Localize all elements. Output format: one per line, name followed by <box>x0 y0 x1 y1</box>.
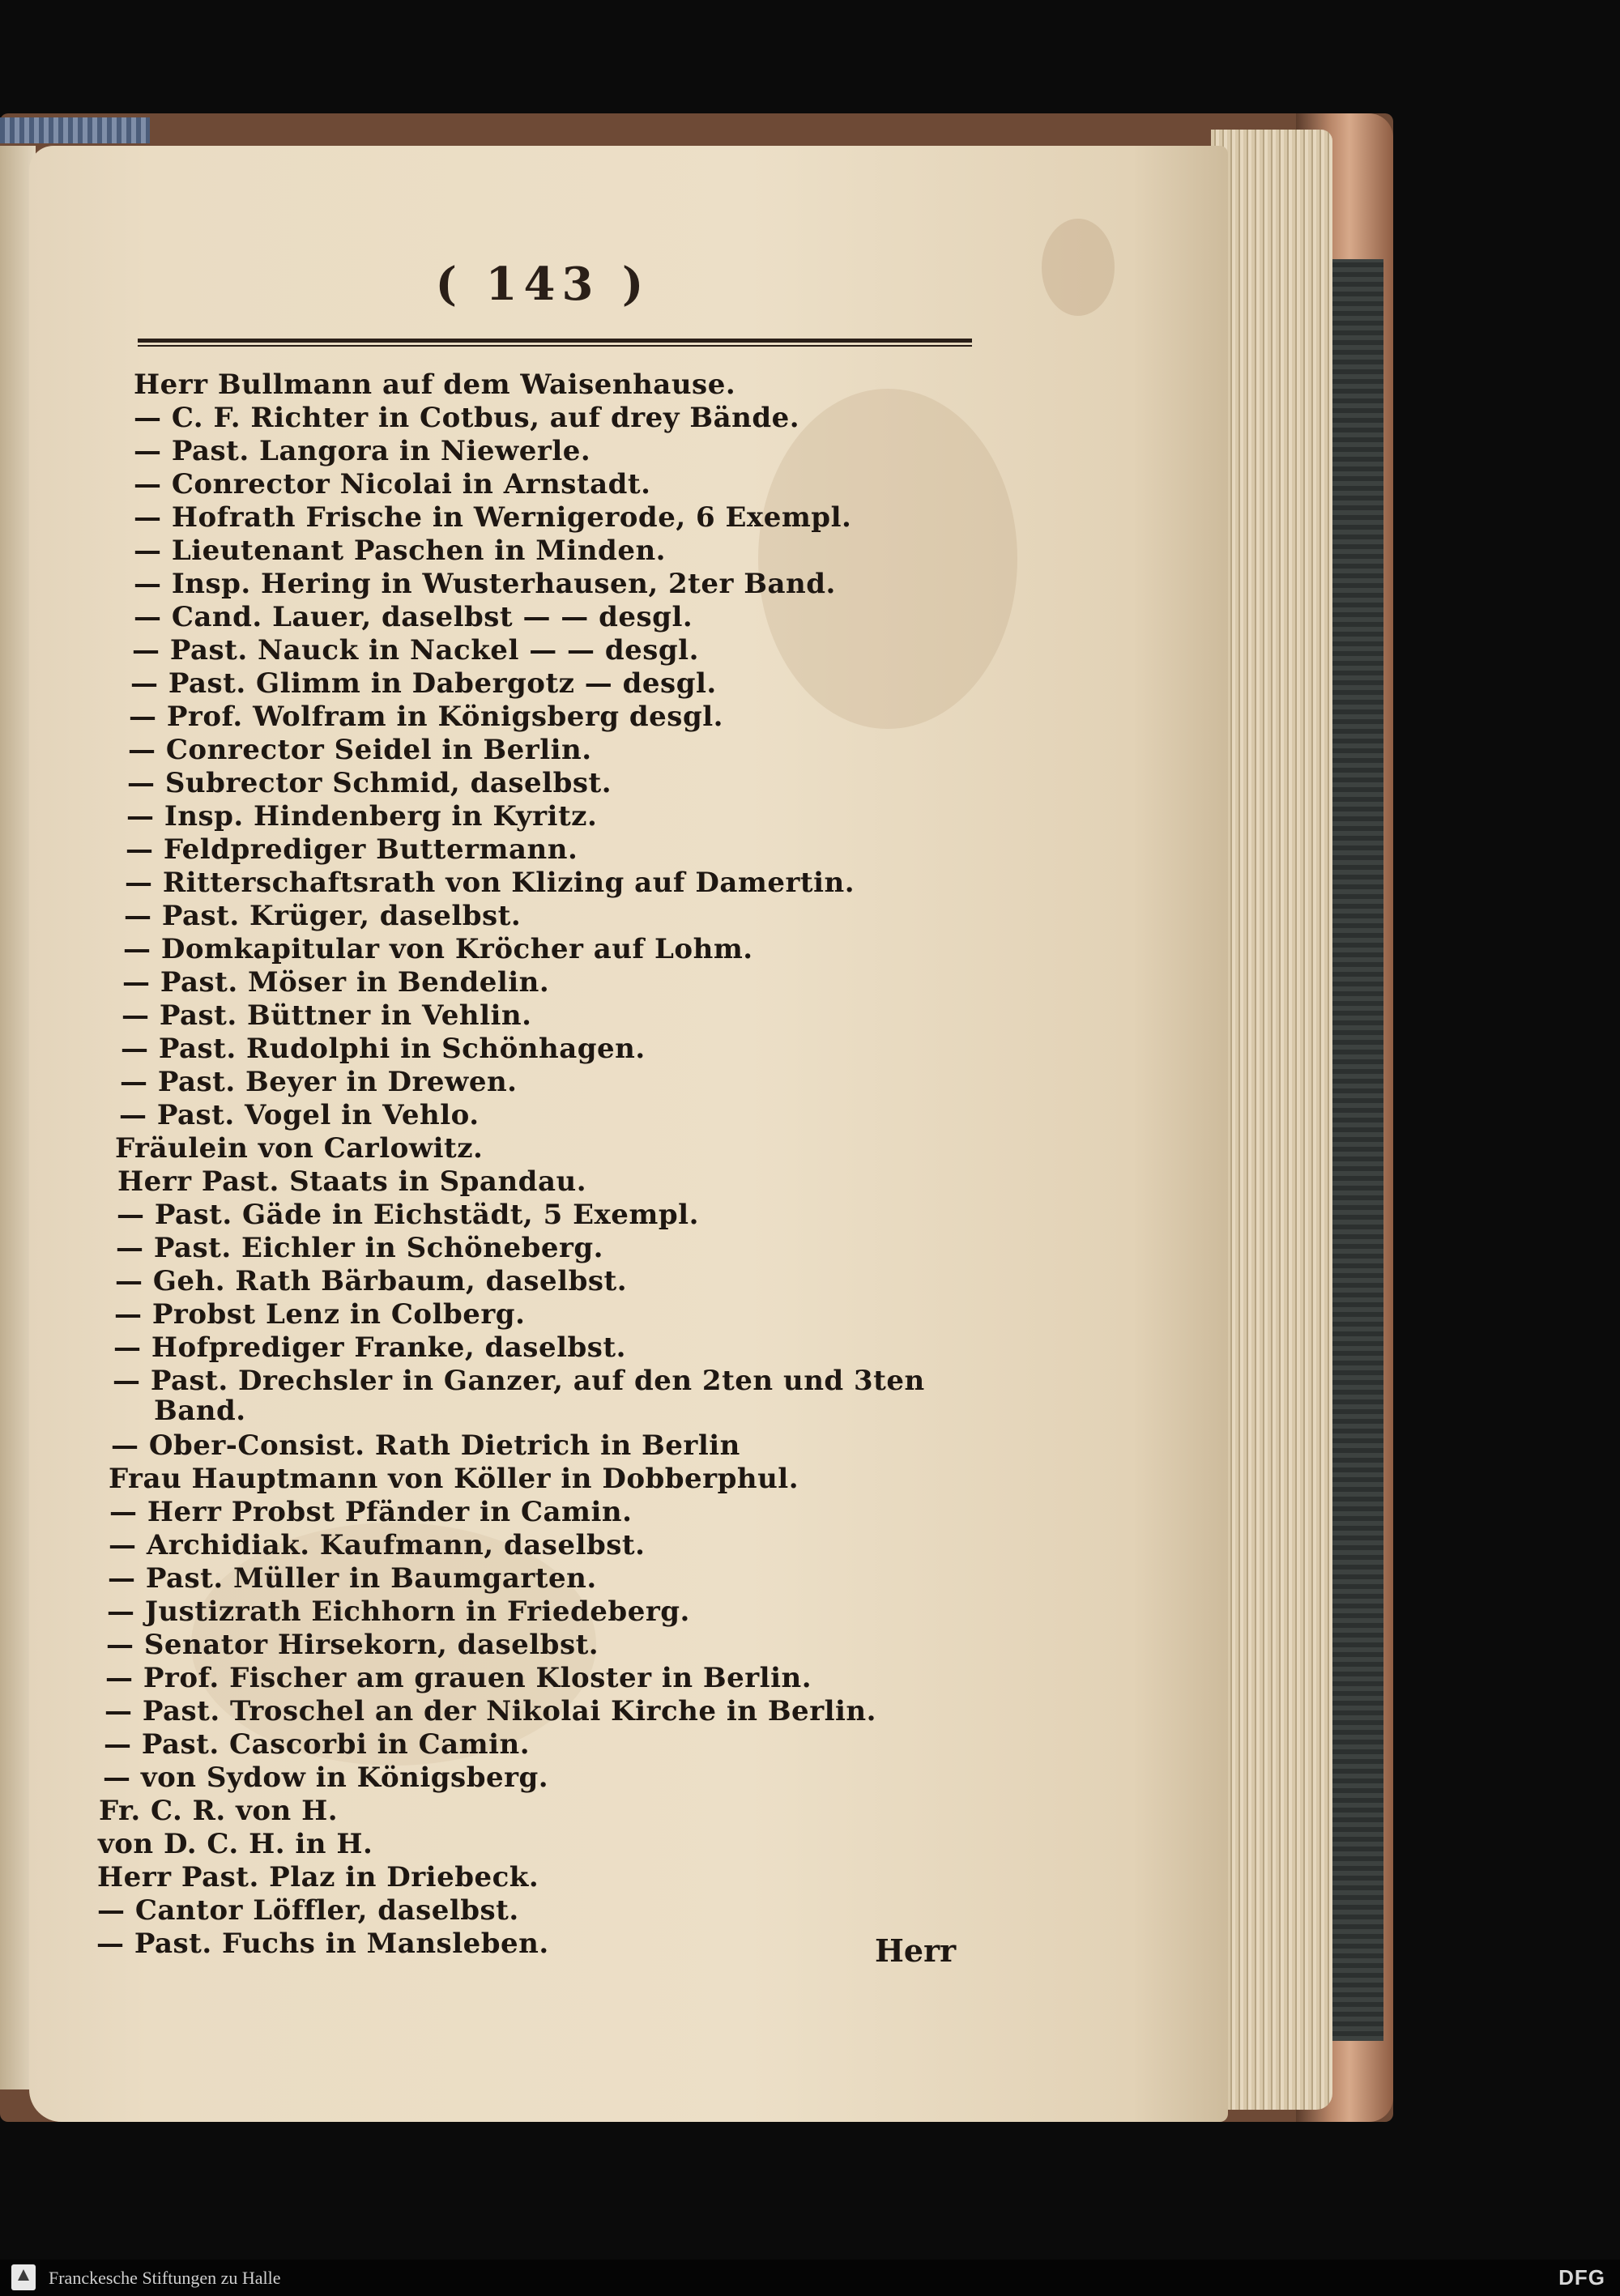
footer-funder-logo: DFG <box>1558 2265 1605 2290</box>
list-line: Herr Past. Staats in Spandau. <box>117 1165 587 1198</box>
list-line: — Feldprediger Buttermann. <box>126 833 578 866</box>
list-line: — Herr Probst Pfänder in Camin. <box>109 1496 633 1528</box>
list-line: — C. F. Richter in Cotbus, auf drey Bände. <box>134 402 800 434</box>
list-line: — Ritterschaftsrath von Klizing auf Damertin. <box>125 867 855 899</box>
list-line: — Past. Cascorbi in Camin. <box>104 1728 531 1761</box>
list-line: — Geh. Rath Bärbaum, daselbst. <box>115 1265 628 1297</box>
list-line: — Insp. Hindenberg in Kyritz. <box>126 800 598 833</box>
list-line: — Cantor Löffler, daselbst. <box>97 1894 519 1927</box>
list-line: — Past. Glimm in Dabergotz — desgl. <box>130 667 717 700</box>
list-line: — Ober-Consist. Rath Dietrich in Berlin <box>111 1429 740 1462</box>
list-line: — Past. Eichler in Schöneberg. <box>116 1232 603 1264</box>
list-line: — Hofrath Frische in Wernigerode, 6 Exempl. <box>134 501 852 534</box>
list-line: — Past. Rudolphi in Schönhagen. <box>121 1033 646 1065</box>
list-line: — Past. Gäde in Eichstädt, 5 Exempl. <box>117 1199 699 1231</box>
list-line: — Cand. Lauer, daselbst — — desgl. <box>134 601 693 633</box>
list-line: von D. C. H. in H. <box>98 1828 373 1860</box>
list-line: — Past. Büttner in Vehlin. <box>122 999 532 1032</box>
list-line: — Past. Vogel in Vehlo. <box>119 1099 480 1131</box>
list-line: — Hofprediger Franke, daselbst. <box>113 1331 626 1364</box>
list-line: — Past. Langora in Niewerle. <box>134 435 591 467</box>
list-line: — Domkapitular von Kröcher auf Lohm. <box>123 933 753 965</box>
list-line: — Senator Hirsekorn, daselbst. <box>106 1629 599 1661</box>
list-line: — Justizrath Eichhorn in Friedeberg. <box>107 1595 690 1628</box>
list-line: — Insp. Hering in Wusterhausen, 2ter Band. <box>134 568 836 600</box>
list-line: — Conrector Seidel in Berlin. <box>128 734 592 766</box>
list-line: — Prof. Fischer am grauen Kloster in Berlin. <box>105 1662 812 1694</box>
list-line: — Past. Beyer in Drewen. <box>120 1066 518 1098</box>
list-line: — Lieutenant Paschen in Minden. <box>134 535 667 567</box>
list-line: — Past. Fuchs in Mansleben. <box>96 1928 549 1960</box>
list-line: Herr Past. Plaz in Driebeck. <box>97 1861 539 1893</box>
list-line: — Past. Möser in Bendelin. <box>122 966 550 999</box>
list-line: — Past. Troschel an der Nikolai Kirche in Berlin. <box>104 1695 876 1727</box>
list-line: Frau Hauptmann von Köller in Dobberphul. <box>109 1463 799 1495</box>
list-line: — Probst Lenz in Colberg. <box>114 1298 526 1331</box>
list-line: — Past. Nauck in Nackel — — desgl. <box>132 634 699 667</box>
list-line: — Past. Müller in Baumgarten. <box>108 1562 597 1595</box>
list-line: — Subrector Schmid, daselbst. <box>127 767 612 799</box>
institution-logo-icon <box>11 2264 36 2290</box>
list-line: — Past. Krüger, daselbst. <box>124 900 522 932</box>
list-line: Band. <box>154 1395 246 1427</box>
list-line: — von Sydow in Königsberg. <box>103 1761 549 1794</box>
page-number: ( 143 ) <box>435 258 650 311</box>
list-line: — Archidiak. Kaufmann, daselbst. <box>109 1529 646 1561</box>
list-line: Fr. C. R. von H. <box>99 1795 339 1827</box>
list-line: — Prof. Wolfram in Königsberg desgl. <box>129 701 723 733</box>
catchword: Herr <box>875 1932 957 1969</box>
list-line: Herr Bullmann auf dem Waisenhause. <box>134 368 736 401</box>
list-line: Fräulein von Carlowitz. <box>115 1132 484 1165</box>
list-line: — Past. Drechsler in Ganzer, auf den 2ten und 3ten <box>113 1365 925 1397</box>
list-line: — Conrector Nicolai in Arnstadt. <box>134 468 651 501</box>
footer-institution: Franckesche Stiftungen zu Halle <box>49 2268 281 2288</box>
